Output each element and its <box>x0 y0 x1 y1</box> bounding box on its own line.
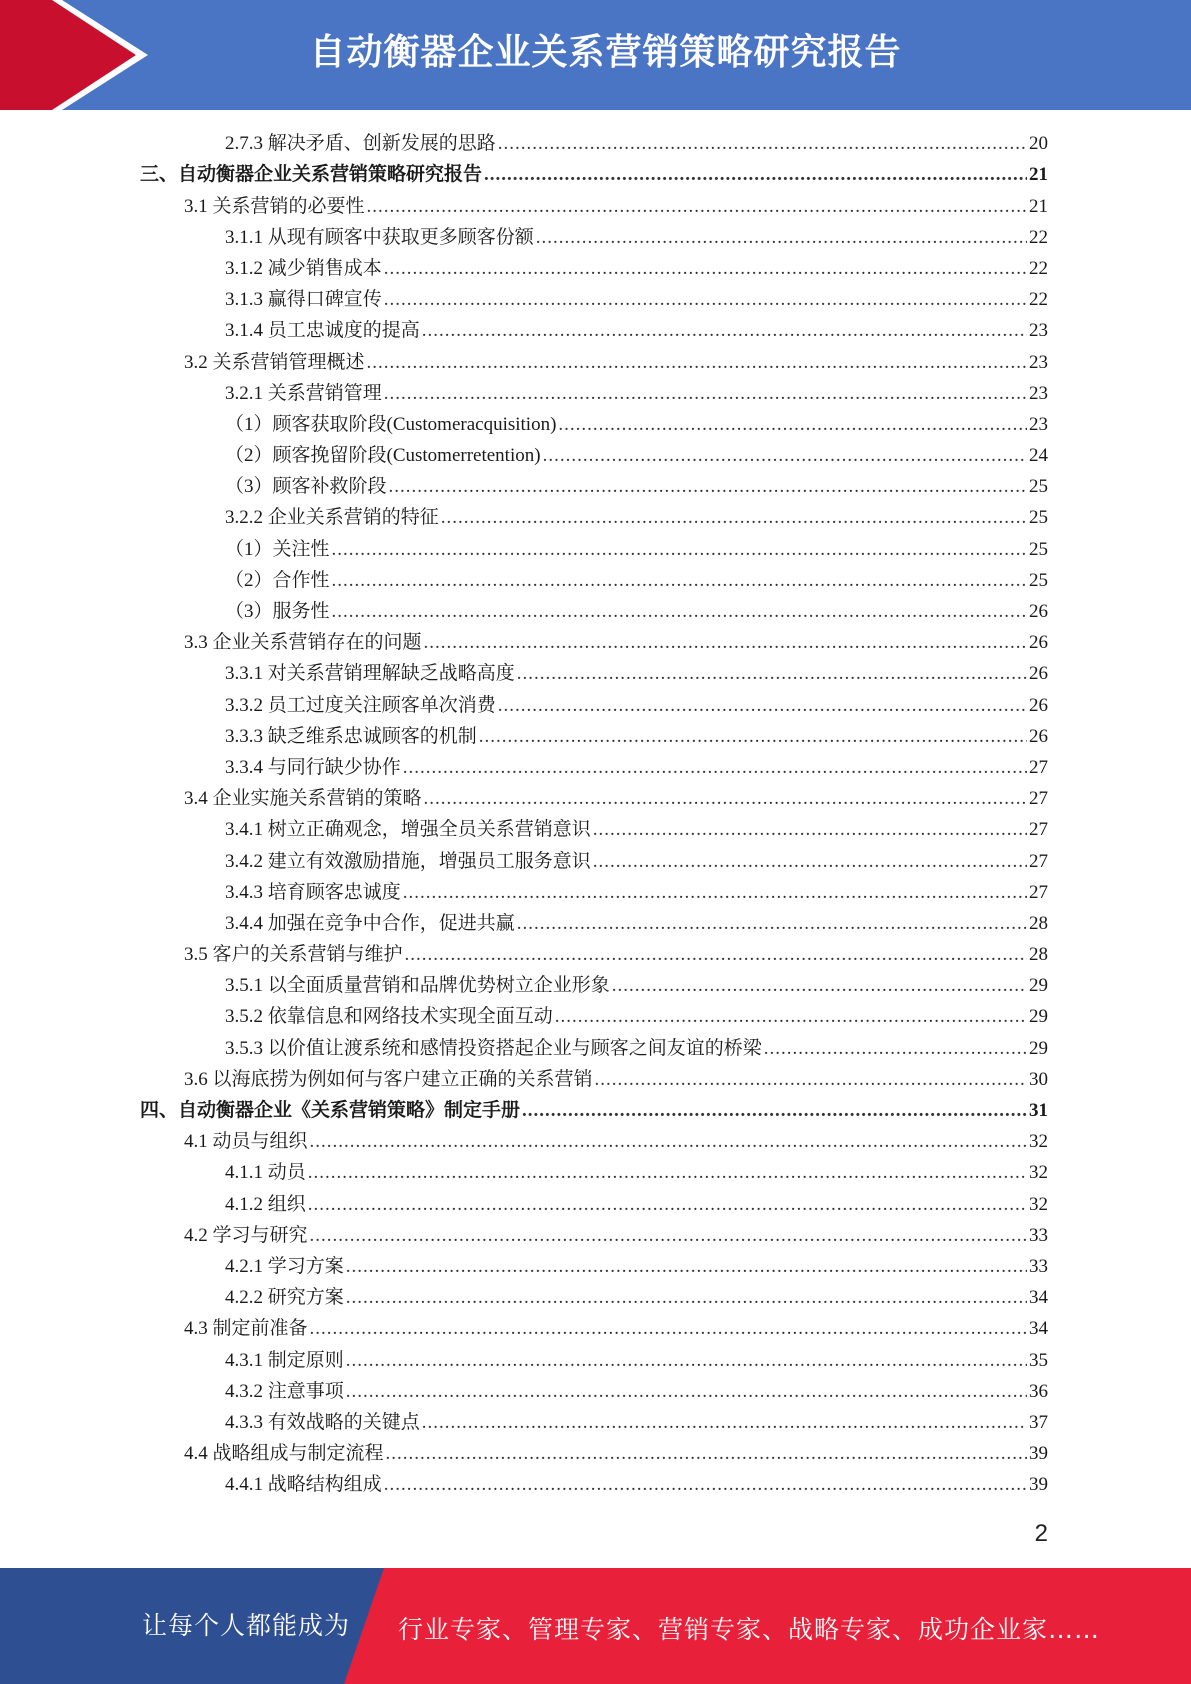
toc-entry-page: 22 <box>1029 257 1048 279</box>
toc-entry-title: 3.1.1 从现有顾客中获取更多顾客份额 <box>225 226 534 248</box>
toc-entry[interactable] <box>140 1282 1048 1313</box>
toc-entry-title: 3.5.1 以全面质量营销和品牌优势树立企业形象 <box>225 975 610 997</box>
page-footer <box>0 1568 1191 1684</box>
toc-entry-title: 3.5 客户的关系营销与维护 <box>184 944 403 966</box>
toc-entry-title: 3.4 企业实施关系营销的策略 <box>184 788 422 810</box>
toc-dot-leader <box>479 721 1027 752</box>
toc-entry[interactable] <box>140 1157 1048 1188</box>
toc-entry-page: 30 <box>1029 1068 1048 1090</box>
toc-dot-leader <box>384 378 1027 409</box>
toc-dot-leader <box>346 1251 1027 1282</box>
toc-dot-leader <box>498 128 1027 159</box>
toc-entry[interactable] <box>140 315 1048 346</box>
toc-entry[interactable] <box>140 378 1048 409</box>
toc-entry[interactable] <box>140 721 1048 752</box>
toc-entry-page: 33 <box>1029 1255 1048 1277</box>
toc-entry-title: 2.7.3 解决矛盾、创新发展的思路 <box>225 133 496 155</box>
toc-entry[interactable] <box>140 1407 1048 1438</box>
toc-entry-title: 4.4 战略组成与制定流程 <box>184 1443 384 1465</box>
toc-entry-title: 3.3.2 员工过度关注顾客单次消费 <box>225 694 496 716</box>
toc-entry-page: 25 <box>1029 476 1048 498</box>
toc-entry-page: 23 <box>1029 413 1048 435</box>
toc-entry-title: 3.4.4 加强在竞争中合作，促进共赢 <box>225 912 515 934</box>
toc-dot-leader <box>332 565 1027 596</box>
toc-dot-leader <box>332 596 1027 627</box>
toc-entry[interactable] <box>140 970 1048 1001</box>
footer-slogan-right: 行业专家、管理专家、营销专家、战略专家、成功企业家…… <box>398 1615 1101 1644</box>
toc-entry[interactable] <box>140 1376 1048 1407</box>
toc-entry[interactable] <box>140 190 1048 221</box>
toc-entry-title: 四、自动衡器企业《关系营销策略》制定手册 <box>140 1100 521 1121</box>
toc-dot-leader <box>593 814 1027 845</box>
toc-entry-page: 33 <box>1029 1224 1048 1246</box>
toc-dot-leader <box>543 440 1027 471</box>
toc-entry[interactable] <box>140 752 1048 783</box>
toc-dot-leader <box>595 1064 1027 1095</box>
toc-entry-title: 3.5.2 依靠信息和网络技术实现全面互动 <box>225 1006 553 1028</box>
toc-dot-leader <box>424 783 1027 814</box>
toc-dot-leader <box>384 284 1027 315</box>
toc-entry-page: 37 <box>1029 1411 1048 1433</box>
toc-entry-title: 4.1.2 组织 <box>225 1193 306 1215</box>
toc-entry-page: 29 <box>1029 975 1048 997</box>
toc-entry[interactable] <box>140 346 1048 377</box>
toc-entry[interactable] <box>140 658 1048 689</box>
toc-entry-page: 26 <box>1029 663 1048 685</box>
toc-entry-page: 35 <box>1029 1349 1048 1371</box>
toc-entry-page: 32 <box>1029 1162 1048 1184</box>
toc-entry-page: 28 <box>1029 912 1048 934</box>
toc-dot-leader <box>498 690 1027 721</box>
toc-dot-leader <box>310 1313 1027 1344</box>
toc-entry-page: 29 <box>1029 1037 1048 1059</box>
toc-entry-title: 3.1.4 员工忠诚度的提高 <box>225 320 420 342</box>
page-number: 2 <box>1034 1520 1048 1547</box>
document-title: 自动衡器企业关系营销策略研究报告 <box>309 32 902 73</box>
toc-entry-page: 21 <box>1029 164 1048 186</box>
toc-dot-leader <box>346 1345 1027 1376</box>
toc-entry-page: 23 <box>1029 320 1048 342</box>
toc-entry[interactable] <box>140 596 1048 627</box>
toc-entry[interactable] <box>140 409 1048 440</box>
toc-entry[interactable] <box>140 627 1048 658</box>
toc-dot-leader <box>422 1407 1027 1438</box>
toc-entry-title: 3.2.2 企业关系营销的特征 <box>225 507 439 529</box>
toc-dot-leader <box>346 1282 1027 1313</box>
toc-entry-page: 27 <box>1029 819 1048 841</box>
toc-entry[interactable] <box>140 159 1048 190</box>
toc-entry-page: 21 <box>1029 195 1048 217</box>
toc-entry-page: 26 <box>1029 601 1048 622</box>
toc-dot-leader <box>386 1438 1027 1469</box>
toc-dot-leader <box>403 752 1027 783</box>
toc-dot-leader <box>403 877 1027 908</box>
toc-dot-leader <box>308 1189 1027 1220</box>
toc-entry[interactable] <box>140 1001 1048 1032</box>
toc-entry-title: 4.1.1 动员 <box>225 1162 306 1184</box>
toc-entry-page: 26 <box>1029 725 1048 747</box>
toc-dot-leader <box>310 1126 1027 1157</box>
toc-entry[interactable] <box>140 689 1048 720</box>
toc-entry-title: 3.3.3 缺乏维系忠诚顾客的机制 <box>225 725 477 747</box>
toc-entry-page: 26 <box>1029 694 1048 716</box>
toc-entry-title: 3.4.3 培育顾客忠诚度 <box>225 881 401 903</box>
toc-entry-page: 23 <box>1029 351 1048 373</box>
toc-entry-page: 39 <box>1029 1474 1048 1496</box>
toc-entry-title: 3.3.1 对关系营销理解缺乏战略高度 <box>225 663 515 685</box>
toc-entry-page: 23 <box>1029 382 1048 404</box>
toc-dot-leader <box>517 908 1027 939</box>
toc-dot-leader <box>612 970 1027 1001</box>
toc-entry-page: 22 <box>1029 226 1048 248</box>
toc-entry[interactable] <box>140 1344 1048 1375</box>
toc-entry-page: 25 <box>1029 507 1048 529</box>
toc-dot-leader <box>367 191 1027 222</box>
toc-entry-page: 34 <box>1029 1318 1048 1340</box>
toc-entry[interactable] <box>140 1220 1048 1251</box>
toc-entry[interactable] <box>140 814 1048 845</box>
toc-entry-title: 3.4.2 建立有效激励措施，增强员工服务意识 <box>225 850 591 872</box>
toc-dot-leader <box>441 502 1027 533</box>
toc-entry-title: 三、自动衡器企业关系营销策略研究报告 <box>140 164 483 186</box>
toc-entry[interactable] <box>140 128 1048 159</box>
toc-entry-page: 28 <box>1029 944 1048 966</box>
toc-entry[interactable] <box>140 253 1048 284</box>
toc-entry-page: 39 <box>1029 1443 1048 1465</box>
toc-dot-leader <box>332 534 1027 565</box>
toc-entry-page: 27 <box>1029 788 1048 810</box>
toc-entry[interactable] <box>140 1188 1048 1219</box>
toc-entry-title: 3.4.1 树立正确观念，增强全员关系营销意识 <box>225 819 591 841</box>
toc-entry-page: 25 <box>1029 538 1048 560</box>
toc-dot-leader <box>764 1033 1027 1064</box>
toc-entry[interactable] <box>140 1032 1048 1063</box>
toc-entry[interactable] <box>140 1095 1048 1126</box>
toc-entry-page: 24 <box>1029 445 1048 467</box>
toc-entry-title: 3.1.3 赢得口碑宣传 <box>225 289 382 311</box>
toc-dot-leader <box>558 409 1027 440</box>
toc-entry-title: 4.3.1 制定原则 <box>225 1349 344 1371</box>
toc-entry-title: （1）顾客获取阶段(Customeracquisition) <box>225 413 557 435</box>
toc-entry[interactable] <box>140 222 1048 253</box>
toc-entry-page: 27 <box>1029 756 1048 778</box>
toc-dot-leader <box>346 1376 1027 1407</box>
toc-dot-leader <box>310 1220 1027 1251</box>
toc-entry-title: 4.3 制定前准备 <box>184 1318 308 1340</box>
toc-dot-leader <box>389 471 1027 502</box>
toc-entry-page: 27 <box>1029 881 1048 903</box>
toc-entry-title: 3.6 以海底捞为例如何与客户建立正确的关系营销 <box>184 1068 593 1090</box>
toc-dot-leader <box>384 1469 1027 1500</box>
toc-entry[interactable] <box>140 1126 1048 1157</box>
toc-entry-page: 31 <box>1029 1100 1048 1121</box>
toc-entry-title: 4.4.1 战略结构组成 <box>225 1474 382 1496</box>
toc-entry[interactable] <box>140 845 1048 876</box>
toc-dot-leader <box>422 315 1027 346</box>
toc-dot-leader <box>384 253 1027 284</box>
toc-entry[interactable] <box>140 908 1048 939</box>
toc-entry[interactable] <box>140 1313 1048 1344</box>
toc-entry-title: 4.2.1 学习方案 <box>225 1255 344 1277</box>
toc-entry-title: 4.2.2 研究方案 <box>225 1287 344 1309</box>
toc-entry[interactable] <box>140 939 1048 970</box>
toc-dot-leader <box>522 1095 1027 1126</box>
toc-entry-title: 3.1.2 减少销售成本 <box>225 257 382 279</box>
toc-dot-leader <box>555 1001 1027 1032</box>
toc-entry-title: 4.3.3 有效战略的关键点 <box>225 1411 420 1433</box>
toc-entry-title: 3.2.1 关系营销管理 <box>225 382 382 404</box>
toc-entry-title: 3.1 关系营销的必要性 <box>184 195 365 217</box>
toc-entry-title: 4.3.2 注意事项 <box>225 1380 344 1402</box>
toc-entry[interactable] <box>140 783 1048 814</box>
toc-entry-title: 4.1 动员与组织 <box>184 1131 308 1153</box>
toc-dot-leader <box>367 347 1027 378</box>
toc-entry-page: 36 <box>1029 1380 1048 1402</box>
toc-entry-page: 32 <box>1029 1193 1048 1215</box>
toc-entry-title: （3）顾客补救阶段 <box>225 476 387 498</box>
footer-slogan-left: 让每个人都能成为 <box>142 1611 351 1640</box>
toc-entry-title: 4.2 学习与研究 <box>184 1224 308 1246</box>
toc-entry[interactable] <box>140 284 1048 315</box>
page-header <box>0 0 1191 110</box>
toc-entry-page: 34 <box>1029 1287 1048 1309</box>
toc-entry-page: 29 <box>1029 1006 1048 1028</box>
toc-entry[interactable] <box>140 1469 1048 1500</box>
toc-entry-page: 22 <box>1029 289 1048 311</box>
toc-entry-page: 32 <box>1029 1131 1048 1153</box>
toc-dot-leader <box>405 939 1027 970</box>
toc-entry[interactable] <box>140 1438 1048 1469</box>
toc-dot-leader <box>484 159 1027 190</box>
toc-entry-title: 3.5.3 以价值让渡系统和感情投资搭起企业与顾客之间友谊的桥梁 <box>225 1037 762 1059</box>
toc-entry-page: 25 <box>1029 569 1048 591</box>
toc-entry[interactable] <box>140 471 1048 502</box>
toc-entry[interactable] <box>140 1251 1048 1282</box>
toc-entry[interactable] <box>140 565 1048 596</box>
toc-entry-title: 3.2 关系营销管理概述 <box>184 351 365 373</box>
toc-dot-leader <box>517 658 1027 689</box>
toc-entry-page: 26 <box>1029 632 1048 654</box>
toc-entry-title: （2）顾客挽留阶段(Customerretention) <box>225 445 541 467</box>
toc-entry-page: 27 <box>1029 850 1048 872</box>
table-of-contents <box>140 128 1048 1500</box>
toc-entry-title: （2）合作性 <box>225 569 330 591</box>
toc-entry[interactable] <box>140 1064 1048 1095</box>
toc-entry-title: （1）关注性 <box>225 538 330 560</box>
toc-entry-title: （3）服务性 <box>225 601 330 622</box>
toc-entry-title: 3.3.4 与同行缺少协作 <box>225 756 401 778</box>
toc-entry[interactable] <box>140 533 1048 564</box>
toc-dot-leader <box>536 222 1027 253</box>
toc-dot-leader <box>593 846 1027 877</box>
toc-entry-page: 20 <box>1029 133 1048 155</box>
toc-dot-leader <box>308 1157 1027 1188</box>
toc-entry-title: 3.3 企业关系营销存在的问题 <box>184 632 422 654</box>
toc-entry[interactable] <box>140 502 1048 533</box>
toc-entry[interactable] <box>140 440 1048 471</box>
toc-entry[interactable] <box>140 877 1048 908</box>
toc-dot-leader <box>424 627 1027 658</box>
